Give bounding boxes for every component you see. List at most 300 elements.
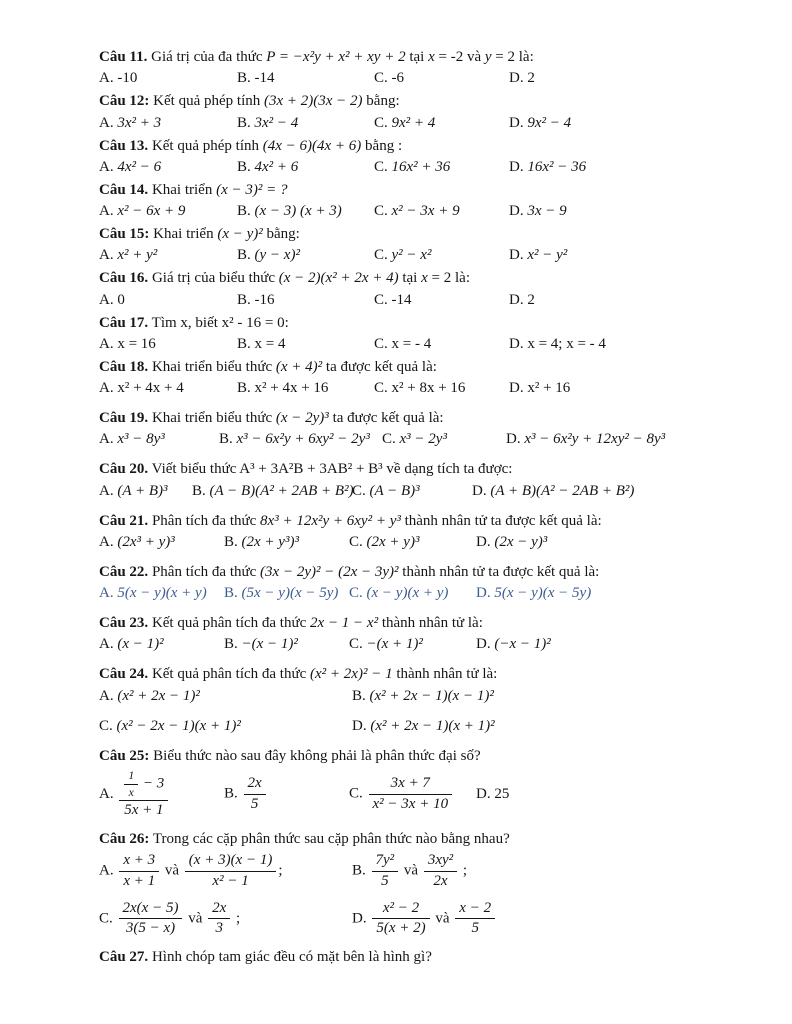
question-cau-20 [99,459,762,501]
option-b [237,245,374,266]
plain-text: ta được kết quả là: [328,410,444,426]
question-heading [99,47,762,67]
plain-text: Kết quả phân tích đa thức [151,615,311,631]
option-a [99,113,237,134]
fraction-numerator [119,852,159,872]
math-text: x [421,270,428,287]
fraction-numerator [119,769,168,802]
option-letter: D. [476,585,495,601]
plain-text: bằng: [262,226,300,242]
option-a [99,201,237,222]
option-b [192,481,352,502]
option-c [352,481,472,502]
math-text: 2x [247,775,262,792]
math-text: (x + 4)² [275,358,323,375]
question-statement [152,315,289,331]
option-d [352,716,762,737]
question-cau-11 [99,47,762,89]
option-letter: B. [237,380,255,396]
question-heading [99,136,762,156]
plain-text: tại [398,270,422,287]
fraction-denominator [424,872,457,891]
option-c [374,334,509,355]
math-text: (A + B)³ [117,482,168,499]
math-text: (y − x)² [254,247,300,264]
plain-text: 2 [527,70,535,87]
option-b [237,201,374,222]
math-text: 9x² − 4 [527,114,572,131]
question-statement [152,615,483,631]
option-letter: A. [99,687,118,704]
fraction-numerator [372,852,399,872]
fraction-denominator [124,785,138,800]
question-statement [152,461,513,477]
plain-text: Viết biểu thức A³ + 3A²B + 3AB² + B³ về dạng tích ta được: [151,461,513,478]
option-letter: A. [99,636,118,653]
option-letter: B. [224,785,242,802]
option-d [476,634,762,655]
question-cau-22 [99,562,762,604]
fraction-numerator [455,900,495,920]
fraction [119,852,159,890]
question-heading [99,664,762,684]
option-letter: D. [352,717,371,734]
option-letter: C. [349,636,367,653]
math-text: 2x [212,899,227,916]
fraction [124,769,138,800]
option-letter: D. [509,380,528,396]
option-a [99,68,237,89]
option-a [99,852,352,890]
question-cau-27 [99,947,762,967]
option-letter: D. [509,203,528,219]
option-letter: C. [374,203,392,219]
option-d [509,201,762,222]
math-text: (2x − y)³ [494,533,548,550]
option-letter: C. [352,482,370,499]
plain-text: Trong các cặp phân thức sau cặp phân thức nào bằng nhau? [152,831,510,848]
fraction-numerator [208,900,230,920]
plain-text: ta được kết quả là: [322,358,437,375]
plain-text: = -2 và [434,49,485,65]
option-letter: B. [224,533,242,550]
math-text: x³ − 6x²y + 6xy² − 2y³ [236,431,370,448]
plain-text: x² + 8x + 16 [391,380,466,396]
option-letter: B. [237,114,255,131]
option-a [99,769,224,820]
option-c [374,290,509,311]
option-letter: D. [509,247,528,264]
question-number: Câu 23. [99,615,149,631]
options-row [99,113,762,134]
plain-text: -14 [391,291,412,308]
fraction-denominator [244,795,266,814]
question-statement [152,270,470,286]
question-heading [99,562,762,582]
fraction [372,900,429,938]
plain-text: Giá trị của biểu thức [151,270,279,287]
plain-text: ; [278,862,283,879]
fraction-numerator [372,900,429,920]
math-text: 3 [215,920,223,937]
math-text: (x − 2)(x² + 2x + 4) [278,270,399,287]
plain-text: thành nhân tử là: [378,615,483,631]
fraction [119,900,183,938]
math-text: (x − y)(x + y) [366,585,449,601]
option-letter: A. [99,203,118,219]
option-d [509,113,762,134]
math-text: (x² + 2x − 1)(x + 1)² [370,717,495,734]
option-a [99,334,237,355]
math-text: 16x² − 36 [527,158,587,175]
plain-text: ; [459,862,468,879]
question-cau-13 [99,136,762,178]
option-letter: A. [99,114,118,131]
math-text: x² − 6x + 9 [117,203,186,219]
plain-text: = 2 là: [427,270,470,287]
math-text: x + 1 [123,872,156,889]
option-letter: B. [237,291,255,308]
fraction-numerator [124,769,138,785]
options-row [99,583,762,604]
option-letter: B. [219,431,237,448]
question-cau-25 [99,746,762,821]
plain-text: x = 4; x = - 4 [527,335,606,352]
question-heading [99,91,762,111]
fraction [455,900,495,938]
option-b [352,852,762,890]
math-text: 2x [433,872,448,889]
math-text: 5(x + 2) [376,920,426,937]
option-b [237,157,374,178]
option-d [476,583,762,604]
option-letter: C. [374,70,392,87]
option-letter: C. [99,717,117,734]
question-cau-12 [99,91,762,133]
option-c [374,68,509,89]
option-letter: A. [99,158,118,175]
fraction-denominator [119,872,159,891]
question-cau-19 [99,408,762,450]
option-b [352,686,762,707]
math-text: 4x² − 6 [117,158,162,175]
option-c [374,157,509,178]
plain-text: = 2 là: [491,49,534,65]
question-cau-18 [99,357,762,399]
plain-text: -16 [254,291,275,308]
option-letter: A. [99,482,118,499]
question-heading [99,313,762,333]
option-a [99,532,224,553]
question-statement [153,748,480,764]
math-text: − 3 [139,775,165,792]
option-letter: B. [237,203,255,219]
plain-text: x = 4 [254,335,286,352]
worksheet [99,47,762,967]
option-d [509,157,762,178]
option-letter: A. [99,785,118,802]
option-letter: D. [509,158,528,175]
math-text: 5 [381,872,389,889]
option-d [506,429,762,450]
option-letter: A. [99,431,118,448]
math-text: y² − x² [391,247,432,264]
question-statement [152,666,497,682]
plain-text: và [184,910,207,927]
option-b [224,583,349,604]
question-statement [152,359,437,375]
math-text: 4x² + 6 [254,158,299,175]
plain-text: Biểu thức nào sau đây không phải là phân thức đại số? [153,747,481,764]
plain-text: Khai triển [153,226,218,242]
question-cau-14 [99,180,762,222]
plain-text: x² + 16 [527,380,571,396]
plain-text: Kết quả phép tính [153,93,264,110]
plain-text: -10 [117,70,138,87]
math-text: (x − 1)² [117,636,164,653]
question-statement [152,949,432,965]
question-statement [153,831,510,847]
option-c [374,201,509,222]
question-heading [99,408,762,428]
question-number: Câu 12: [99,93,150,110]
question-number: Câu 11. [99,49,148,65]
fraction [424,852,457,890]
option-b [237,113,374,134]
math-text: (A + B)(A² − 2AB + B²) [490,482,635,499]
option-letter: D. [509,291,528,308]
question-statement [153,226,300,242]
option-letter: C. [374,335,392,352]
question-number: Câu 19. [99,410,149,426]
fraction-denominator [119,801,168,820]
math-text: x² − 1 [212,872,249,889]
math-text: (2x + y)³ [366,533,420,550]
question-statement [152,138,402,154]
option-a [99,686,352,707]
options-row [99,634,762,655]
plain-text: Khai triển biểu thức [151,410,276,426]
math-text: (4x − 6)(4x + 6) [262,137,362,154]
option-letter: B. [352,687,370,704]
fraction-denominator [372,872,399,891]
question-cau-26 [99,829,762,938]
option-letter: C. [374,158,392,175]
math-text: (x − 3)² = ? [216,181,288,198]
option-d [509,290,762,311]
fraction-numerator [119,900,183,920]
option-a [99,378,237,399]
option-letter: A. [99,533,118,550]
plain-text: thành nhân tử ta được kết quả là: [398,563,600,580]
question-number: Câu 17. [99,314,149,331]
plain-text: thành nhân tử là: [392,666,498,683]
math-text: y [484,49,492,65]
option-a [99,583,224,604]
option-d [509,68,762,89]
option-b [219,429,382,450]
math-text: (x + 3)(x − 1) [188,852,273,869]
plain-text: Kết quả phân tích đa thức [151,666,311,683]
fraction-denominator [208,919,230,938]
option-b [237,290,374,311]
option-d [352,900,762,938]
plain-text: x² + 4x + 4 [117,380,184,396]
question-heading [99,947,762,967]
fraction-numerator [244,775,266,795]
math-text: 9x² + 4 [391,114,436,131]
option-b [237,334,374,355]
question-heading [99,357,762,377]
math-text: 8x³ + 12x²y + 6xy² + y³ [260,512,401,529]
options-row [99,334,762,355]
option-c [99,900,352,938]
math-text: x² + y² [117,247,158,264]
options-row [99,157,762,178]
plain-text: và [161,862,183,879]
option-letter: C. [349,585,367,601]
fraction-denominator [185,872,277,891]
question-heading [99,613,762,633]
question-cau-21 [99,511,762,553]
plain-text: 25 [494,785,510,802]
math-text: x − 2 [459,899,492,916]
math-text: 7y² [375,852,395,869]
option-letter: C. [349,785,367,802]
math-text: x² − 2 [382,899,420,916]
option-c [349,634,476,655]
option-c [349,775,476,813]
option-letter: C. [374,247,392,264]
question-number: Câu 22. [99,563,149,580]
question-heading [99,224,762,244]
option-a [99,157,237,178]
option-letter: D. [506,431,525,448]
math-text: (5x − y)(x − 5y) [241,585,339,601]
option-letter: C. [349,533,367,550]
option-b [224,634,349,655]
plain-text: bằng : [361,137,403,154]
question-heading [99,511,762,531]
fraction [185,852,277,890]
math-text: x [428,49,435,65]
question-cau-17 [99,313,762,355]
option-letter: A. [99,247,118,264]
math-text: x + 3 [123,852,156,869]
option-b [237,378,374,399]
question-cau-16 [99,268,762,310]
math-text: (−x − 1)² [494,636,551,653]
plain-text: và [431,910,454,927]
question-heading [99,746,762,766]
math-text: 3(5 − x) [125,920,176,937]
math-text: (x² + 2x − 1)² [117,687,200,704]
option-c [99,716,352,737]
option-letter: D. [476,636,495,653]
option-c [374,113,509,134]
plain-text: 2 [527,291,535,308]
fraction [244,775,266,813]
question-statement [151,49,534,65]
question-number: Câu 15: [99,226,150,242]
option-letter: D. [509,335,528,352]
question-number: Câu 24. [99,666,149,683]
option-d [509,245,762,266]
option-d [476,532,762,553]
options-row [99,290,762,311]
math-text: x² − y² [527,247,568,264]
question-cau-24 [99,664,762,736]
option-b [224,775,349,813]
fraction-denominator [369,795,453,814]
math-text: −(x − 1)² [241,636,298,653]
math-text: (A − B)(A² + 2AB + B²) [209,482,354,499]
math-text: (x − 2y)³ [275,410,329,426]
option-letter: A. [99,585,118,601]
options-row [99,378,762,399]
plain-text: Khai triển biểu thức [151,358,276,375]
math-text: (x − y)² [217,226,263,242]
plain-text: x² + 4x + 16 [254,380,329,396]
options-row [99,68,762,89]
option-d [509,334,762,355]
question-number: Câu 18. [99,358,149,375]
plain-text: bằng: [362,93,400,110]
option-letter: A. [99,862,118,879]
question-heading [99,180,762,200]
plain-text: Phân tích đa thức [151,563,261,580]
option-d [472,481,762,502]
math-text: 3x − 9 [527,203,567,219]
math-text: x³ − 2y³ [399,431,447,448]
option-letter: B. [352,862,370,879]
option-d [476,784,762,805]
option-letter: C. [374,380,392,396]
math-text: x³ − 6x²y + 12xy² − 8y³ [524,431,666,448]
options-row [99,852,762,938]
question-statement [152,410,444,426]
math-text: x² − 3x + 9 [391,203,460,219]
question-statement [152,564,599,580]
math-text: 2x(x − 5) [122,899,179,916]
fraction [119,769,168,820]
option-c [349,532,476,553]
math-text: x³ − 8y³ [117,431,165,448]
option-c [349,583,476,604]
option-letter: B. [192,482,210,499]
option-letter: B. [237,158,255,175]
option-a [99,290,237,311]
fraction-denominator [119,919,183,938]
math-text: 3x² + 3 [117,114,162,131]
math-text: 5(x − y)(x − 5y) [494,585,592,601]
option-b [224,532,349,553]
math-text: (3x + 2)(3x − 2) [263,93,363,110]
math-text: (x² − 2x − 1)(x + 1)² [116,717,241,734]
math-text: (x² + 2x − 1)(x − 1)² [369,687,494,704]
question-number: Câu 20. [99,461,149,478]
math-text: 5 [250,795,259,812]
option-letter: A. [99,291,118,308]
plain-text: x = - 4 [391,335,432,352]
math-text: x [128,785,134,799]
math-text: 2x − 1 − x² [310,615,379,631]
plain-text: Hình chóp tam giác đều có mặt bên là hình gì? [151,949,432,966]
plain-text: Kết quả phép tính [151,137,263,154]
plain-text: tại [405,49,429,65]
math-text: 16x² + 36 [391,158,451,175]
option-letter: A. [99,380,118,396]
